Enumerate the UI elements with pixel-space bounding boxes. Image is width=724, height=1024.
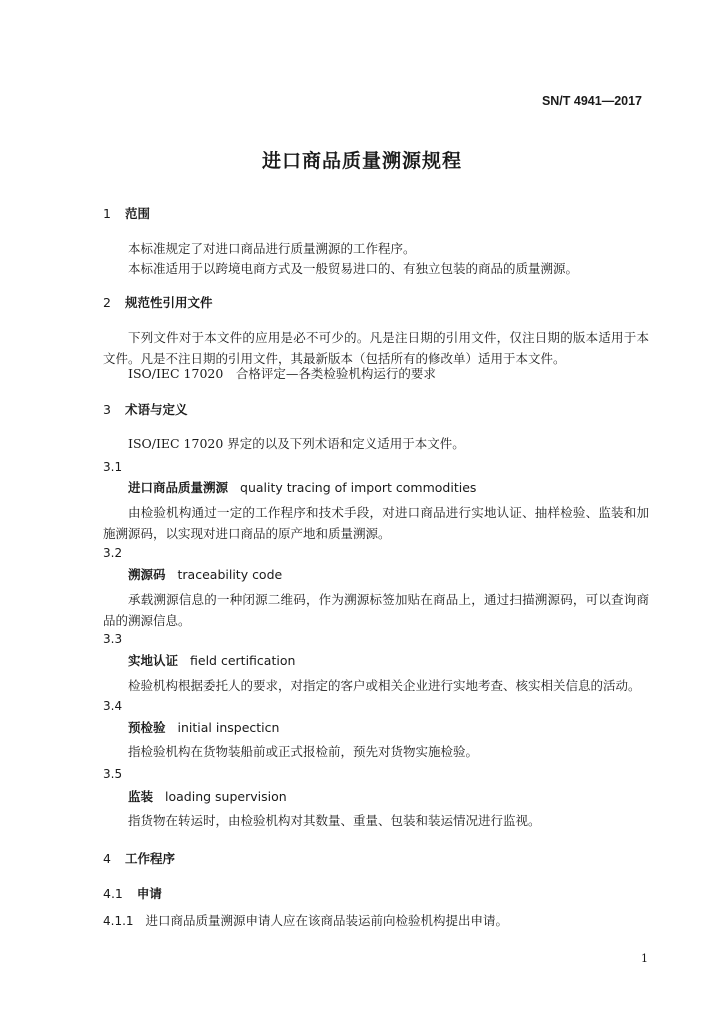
term-number: 3.2 <box>103 546 123 560</box>
standard-code: SN/T 4941—2017 <box>541 94 642 108</box>
paragraph: ISO/IEC 17020 合格评定—各类检验机构运行的要求 <box>128 366 436 381</box>
subsection-title: 申请 <box>136 886 162 901</box>
paragraph: ISO/IEC 17020 界定的以及下列术语和定义适用于本文件。 <box>128 436 465 451</box>
term-chinese: 进口商品质量溯源 <box>128 480 229 495</box>
paragraph: 本标准规定了对进口商品进行质量溯源的工作程序。 <box>128 241 416 256</box>
section-title: 工作程序 <box>124 851 175 866</box>
term-english: loading supervision <box>165 789 287 804</box>
section-3-heading <box>103 399 187 418</box>
term-number: 3.4 <box>103 699 123 713</box>
term-definition: 指检验机构在货物装船前或正式报检前，预先对货物实施检验。 <box>128 744 479 759</box>
term-chinese: 预检验 <box>128 720 166 735</box>
term-chinese: 实地认证 <box>128 653 179 668</box>
term-english: field certification <box>190 653 296 668</box>
term-heading <box>128 786 287 805</box>
section-title: 范围 <box>124 206 150 221</box>
term-definition: 指货物在转运时，由检验机构对其数量、重量、包装和装运情况进行监视。 <box>128 813 541 828</box>
term-english: initial inspecticn <box>177 720 280 735</box>
term-number: 3.3 <box>103 632 123 646</box>
paragraph: 本标准适用于以跨境电商方式及一般贸易进口的、有独立包装的商品的质量溯源。 <box>128 261 579 276</box>
term-heading <box>128 477 476 496</box>
term-english: traceability code <box>177 567 283 582</box>
term-chinese: 监装 <box>128 789 154 804</box>
term-chinese: 溯源码 <box>128 567 166 582</box>
term-definition: 承载溯源信息的一种闭源二维码，作为溯源标签加贴在商品上，通过扫描溯源码，可以查询商品的溯源信息。 <box>103 592 649 628</box>
section-1-heading <box>103 203 150 222</box>
section-title: 术语与定义 <box>124 402 188 417</box>
section-number: 2 <box>103 295 111 310</box>
term-english: quality tracing of import commodities <box>240 480 477 495</box>
page-number: 1 <box>641 952 648 965</box>
term-heading <box>128 564 282 583</box>
paragraph: 下列文件对于本文件的应用是必不可少的。凡是注日期的引用文件，仅注日期的版本适用于本文件。凡是不注日期的引用文件，其最新版本（包括所有的修改单）适用于本文件。 <box>103 330 649 366</box>
term-heading <box>128 717 279 736</box>
clause-number: 4.1.1 <box>103 914 134 928</box>
term-number: 3.5 <box>103 767 123 781</box>
section-4-heading <box>103 848 175 867</box>
subsection-4-1-heading <box>103 883 162 902</box>
clause-text: 进口商品质量溯源申请人应在该商品装运前向检验机构提出申请。 <box>145 913 509 928</box>
section-title: 规范性引用文件 <box>124 295 213 310</box>
document-title: 进口商品质量溯源规程 <box>261 150 462 172</box>
clause-4-1-1 <box>103 910 508 931</box>
section-number: 1 <box>103 206 111 221</box>
term-heading <box>128 650 295 669</box>
term-definition: 由检验机构通过一定的工作程序和技术手段，对进口商品进行实地认证、抽样检验、监装和加施溯源码，以实现对进口商品的原产地和质量溯源。 <box>103 505 649 541</box>
term-number: 3.1 <box>103 460 123 474</box>
section-number: 3 <box>103 402 111 417</box>
subsection-number: 4.1 <box>103 886 123 901</box>
term-definition: 检验机构根据委托人的要求，对指定的客户或相关企业进行实地考查、核实相关信息的活动。 <box>128 678 641 693</box>
section-2-heading <box>103 292 212 311</box>
section-number: 4 <box>103 851 111 866</box>
